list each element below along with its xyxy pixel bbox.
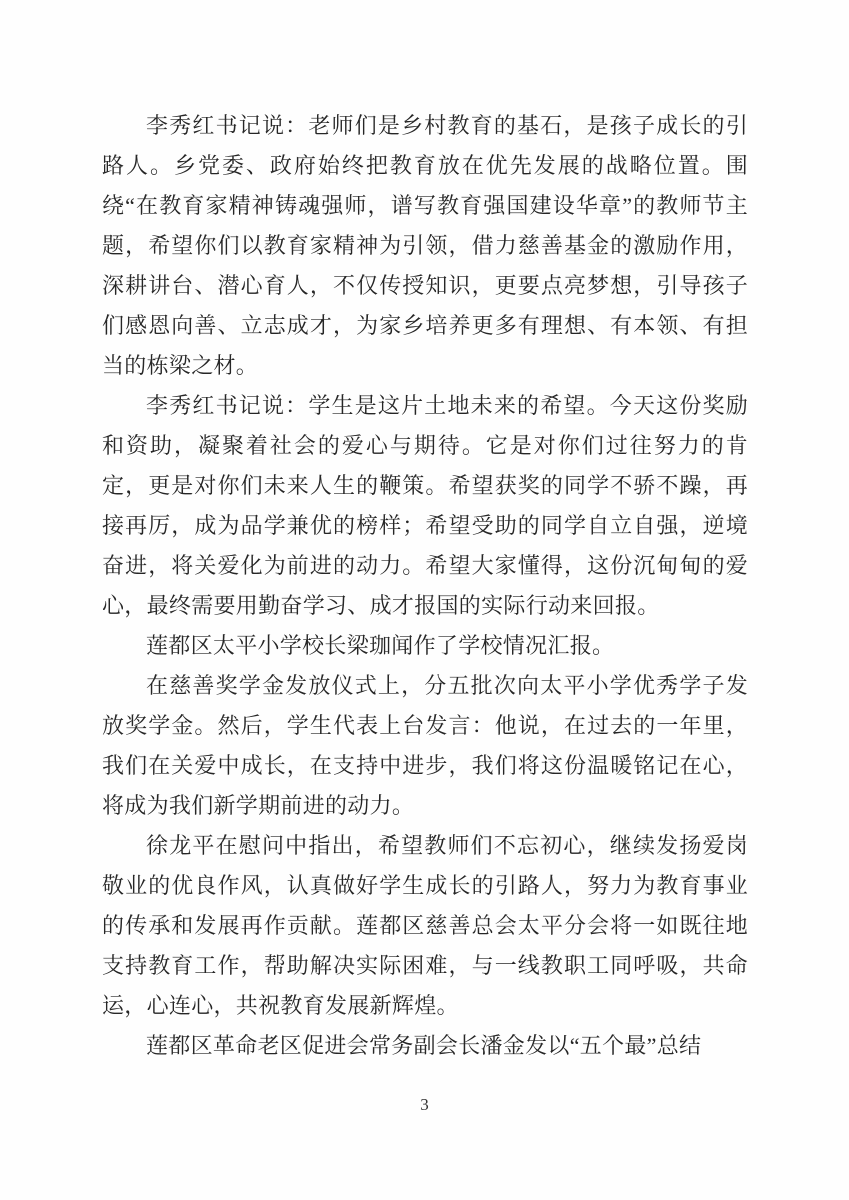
document-body xyxy=(102,106,748,1066)
page-number: 3 xyxy=(420,1095,429,1114)
paragraph-scholarship-ceremony: 在慈善奖学金发放仪式上，分五批次向太平小学优秀学子发放奖学金。然后，学生代表上台发言：他说，在过去的一年里，我们在关爱中成长，在支持中进步，我们将这份温暖铭记在心，将成为我们新学期前进的动力。 xyxy=(102,673,748,818)
paragraph-li-xiuhong-teachers: 李秀红书记说：老师们是乡村教育的基石，是孩子成长的引路人。乡党委、政府始终把教育放在优先发展的战略位置。围绕“在教育家精神铸魂强师，谱写教育强国建设华章”的教师节主题，希望你们以教育家精神为引领，借力慈善基金的激励作用，深耕讲台、潜心育人，不仅传授知识，更要点亮梦想，引导孩子们感恩向善、立志成才，为家乡培养更多有理想、有本领、有担当的栋梁之材。 xyxy=(102,113,748,378)
paragraph-xu-longping-remarks: 徐龙平在慰问中指出，希望教师们不忘初心，继续发扬爱岗敬业的优良作风，认真做好学生成长的引路人，努力为教育事业的传承和发展再作贡献。莲都区慈善总会太平分会将一如既往地支持教育工作，帮助解决实际困难，与一线教职工同呼吸，共命运，心连心，共祝教育发展新辉煌。 xyxy=(102,833,748,1018)
paragraph-pan-jinfa-summary: 莲都区革命老区促进会常务副会长潘金发以“五个最”总结 xyxy=(146,1033,702,1058)
paragraph-principal-report: 莲都区太平小学校长梁珈闻作了学校情况汇报。 xyxy=(146,633,615,658)
paragraph-li-xiuhong-students: 李秀红书记说：学生是这片土地未来的希望。今天这份奖励和资助，凝聚着社会的爱心与期待。它是对你们过往努力的肯定，更是对你们未来人生的鞭策。希望获奖的同学不骄不躁，再接再厉，成为品学兼优的榜样；希望受助的同学自立自强，逆境奋进，将关爱化为前进的动力。希望大家懂得，这份沉甸甸的爱心，最终需要用勤奋学习、成才报国的实际行动来回报。 xyxy=(102,393,748,618)
